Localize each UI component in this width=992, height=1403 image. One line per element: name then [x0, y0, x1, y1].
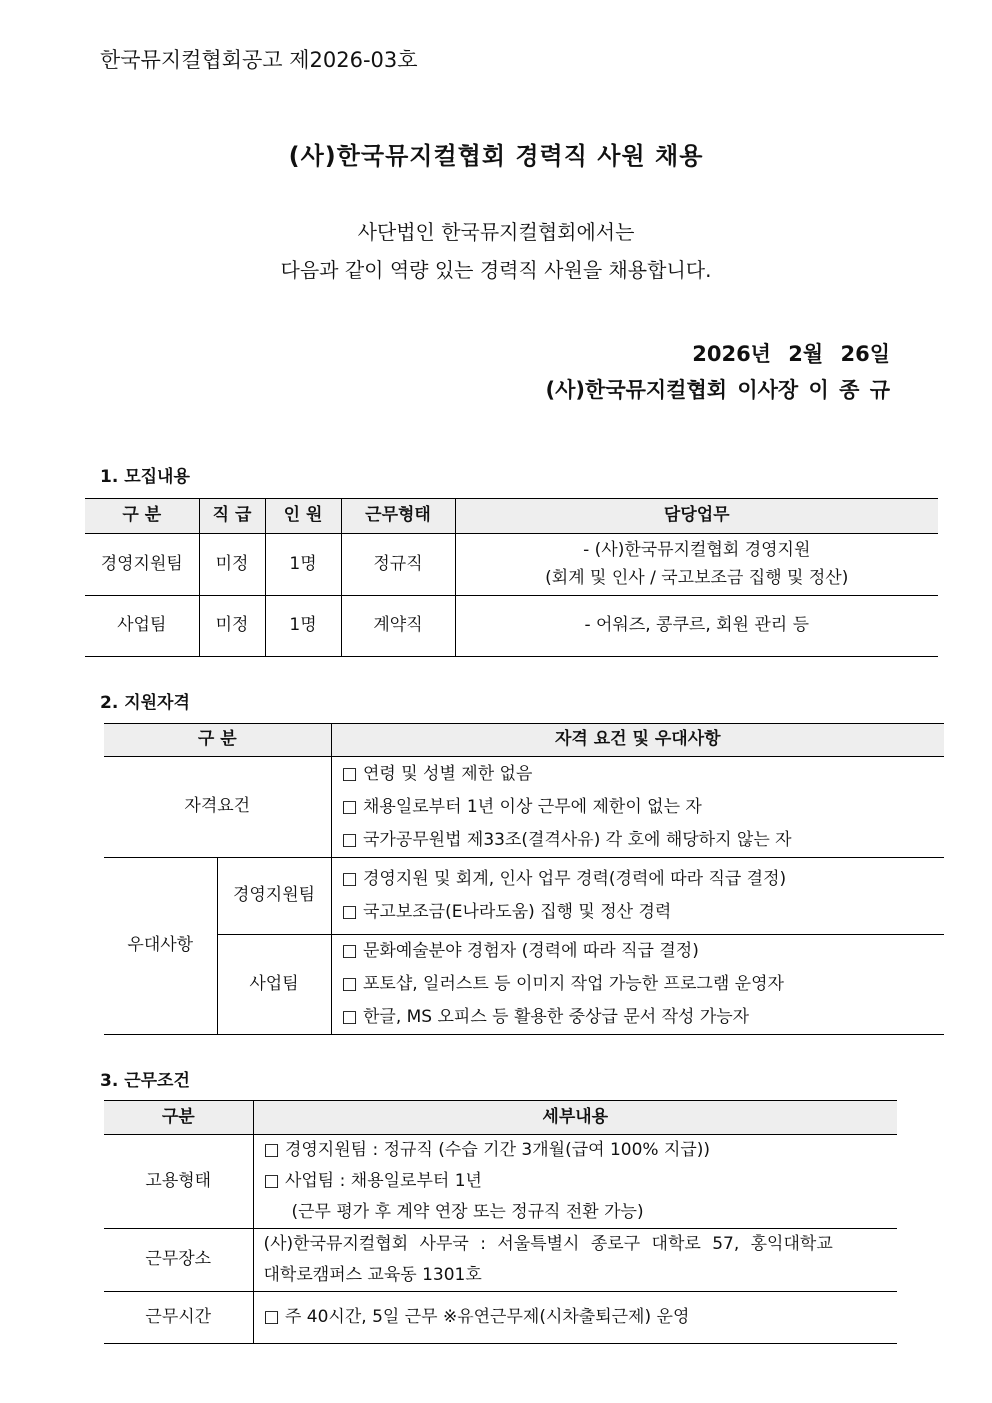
list-item: □ 국고보조금(E나라도움) 집행 및 정산 경력 [341, 902, 672, 922]
list-item: □ 한글, MS 오피스 등 활용한 중상급 문서 작성 가능자 [341, 1007, 750, 1027]
page-title: (사)한국뮤지컬협회 경력직 사원 채용 [288, 142, 704, 170]
table-header-row [104, 1101, 897, 1135]
pref-team2-list [331, 935, 944, 1035]
announcement-date: 2026년 2월 26일 [692, 342, 890, 366]
cell-rank: 미정 [199, 534, 265, 596]
place-line: (사)한국뮤지컬협회 사무국 : 서울특별시 종로구 대학로 57, 홍익대학교 [263, 1234, 833, 1254]
place-line: 대학로캠퍼스 교육동 1301호 [263, 1265, 482, 1285]
pref-team1-label: 경영지원팀 [217, 858, 331, 935]
table-row [85, 596, 938, 657]
cell-dept: 사업팀 [117, 615, 167, 636]
table-header-row [85, 499, 938, 534]
header-headcount: 인 원 [265, 499, 341, 534]
signature-line: (사)한국뮤지컬협회 이사장 이 종 규 [545, 378, 890, 402]
header-rank: 직 급 [199, 499, 265, 534]
cell-rank: 미정 [199, 596, 265, 657]
cell-dept: 경영지원팀 [85, 534, 199, 596]
header-division: 구 분 [104, 724, 331, 757]
cell-type: 정규직 [341, 534, 455, 596]
hours-label: 근무시간 [145, 1306, 212, 1327]
table-row [85, 534, 938, 596]
cell-count: 1명 [265, 534, 341, 596]
recruitment-table [85, 498, 938, 657]
header-duties: 담당업무 [455, 499, 938, 534]
hours-details: □ 주 40시간, 5일 근무 ※유연근무제(시차출퇴근제) 운영 [253, 1292, 897, 1344]
section-2-title: 2. 지원자격 [100, 693, 190, 713]
place-label: 근무장소 [104, 1229, 253, 1292]
header-division: 구분 [104, 1101, 253, 1135]
duty-line: - (사)한국뮤지컬협회 경영지원 [583, 540, 811, 561]
table-row [104, 858, 944, 935]
table-row [104, 1292, 897, 1344]
header-details: 세부내용 [253, 1101, 897, 1135]
list-item: □ 포토샵, 일러스트 등 이미지 작업 가능한 프로그램 운영자 [341, 974, 784, 994]
qualification-list [331, 757, 944, 858]
list-item: □ 경영지원팀 : 정규직 (수습 기간 3개월(급여 100% 지급)) [263, 1140, 711, 1160]
list-item: □ 경영지원 및 회계, 인사 업무 경력(경력에 따라 직급 결정) [341, 869, 787, 889]
preference-label: 우대사항 [127, 935, 194, 956]
list-item: □ 국가공무원법 제33조(결격사유) 각 호에 해당하지 않는 자 [341, 829, 792, 850]
pref-team2-label: 사업팀 [217, 935, 331, 1035]
header-division: 구 분 [85, 499, 199, 534]
employment-details [253, 1135, 897, 1229]
pref-team1-list [331, 858, 944, 935]
cell-type: 계약직 [341, 596, 455, 657]
list-item-note: (근무 평가 후 계약 연장 또는 정규직 전환 가능) [291, 1202, 644, 1222]
notice-number: 한국뮤지컬협회공고 제2026-03호 [100, 48, 418, 72]
cell-count: 1명 [265, 596, 341, 657]
table-row [104, 757, 944, 858]
table-header-row [104, 724, 944, 757]
list-item: □ 사업팀 : 채용일로부터 1년 [263, 1171, 482, 1191]
list-item: □ 연령 및 성별 제한 없음 [341, 763, 533, 784]
list-item: □ 문화예술분야 경험자 (경력에 따라 직급 결정) [341, 941, 699, 961]
section-1-title: 1. 모집내용 [100, 467, 190, 487]
duty-line: (회계 및 인사 / 국고보조금 집행 및 정산) [545, 567, 849, 588]
qualification-label: 자격요건 [104, 757, 331, 858]
qualification-table [104, 723, 944, 1035]
table-row [104, 1229, 897, 1292]
table-row [104, 935, 944, 1035]
section-3-title: 3. 근무조건 [100, 1071, 190, 1091]
employment-label: 고용형태 [104, 1135, 253, 1229]
intro-line-1: 사단법인 한국뮤지컬협회에서는 [357, 220, 635, 244]
place-details [253, 1229, 897, 1292]
cell-duties: - 어워즈, 콩쿠르, 회원 관리 등 [455, 596, 938, 657]
header-requirements: 자격 요건 및 우대사항 [331, 724, 944, 757]
header-employment-type: 근무형태 [341, 499, 455, 534]
cell-duties [455, 534, 938, 596]
list-item: □ 채용일로부터 1년 이상 근무에 제한이 없는 자 [341, 796, 702, 817]
table-row [104, 1135, 897, 1229]
work-conditions-table [104, 1100, 897, 1344]
intro-line-2: 다음과 같이 역량 있는 경력직 사원을 채용합니다. [280, 258, 712, 282]
